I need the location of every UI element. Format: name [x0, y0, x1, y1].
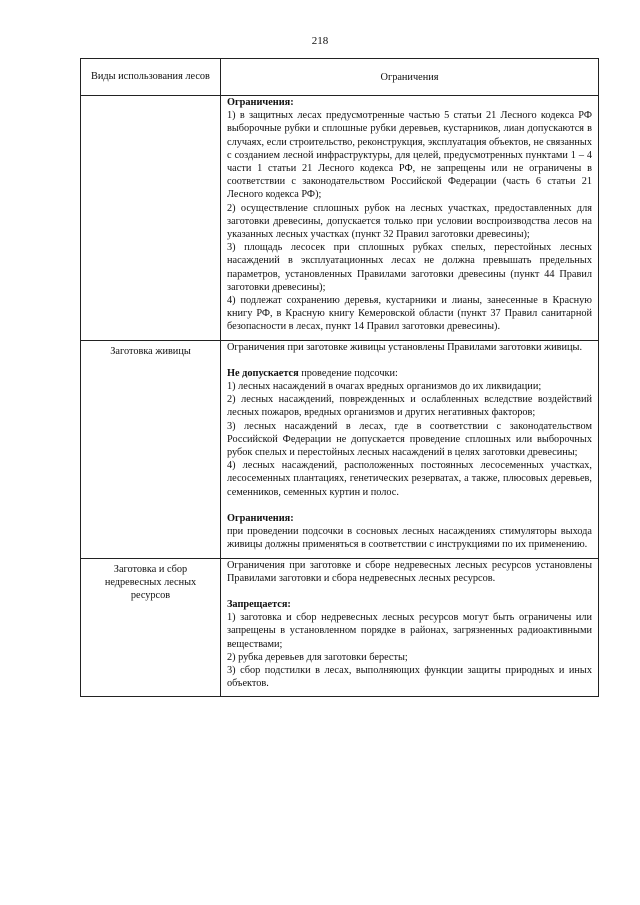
header-restrictions: Ограничения	[221, 59, 599, 96]
paragraph-text: 1) лесных насаждений в очагах вредных организмов до их ликвидации;	[227, 381, 542, 393]
paragraph-text: 1) заготовка и сбор недревесных лесных ресурсов могут быть ограничены или запрещены в установленном порядке в районах, загрязненных радиоактивными веществами;	[227, 612, 592, 650]
restriction-paragraph	[227, 459, 592, 499]
bold-heading: Запрещается:	[227, 598, 291, 610]
restriction-paragraph	[227, 294, 592, 334]
paragraph-spacer	[227, 499, 592, 512]
paragraph-text: 1) в защитных лесах предусмотренные частью 5 статьи 21 Лесного кодекса РФ выборочные рубки и сплошные рубки деревьев, кустарников, лиан допускаются в случаях, если строительство, реконструкция, эксплуатация объектов, не связанных с созданием лесной инфраструктуры, для целей, предусмотренных пунктами 1 – 4 части 1 статьи 21 Лесного кодекса РФ, не запрещены или не ограничены в соответствии с законодательством Российской Федерации (часть 6 статьи 21 Лесного кодекса РФ);	[227, 110, 592, 201]
restriction-paragraph	[227, 651, 592, 664]
paragraph-spacer	[227, 354, 592, 367]
paragraph-text: 2) осуществление сплошных рубок на лесных участках, предоставленных для заготовки древесины, допускается только при условии воспроизводства лесов на указанных лесных участках (пункт 32 Правил заготовки древесины);	[227, 202, 592, 241]
restriction-paragraph	[227, 380, 592, 393]
paragraph-text: Ограничения при заготовке живицы установлены Правилами заготовки живицы.	[227, 341, 583, 353]
restriction-paragraph	[227, 241, 592, 294]
restriction-paragraph	[227, 420, 592, 460]
bold-heading: Не допускается	[227, 367, 299, 379]
restriction-paragraph	[227, 664, 592, 690]
table-header-row	[81, 59, 599, 96]
restriction-paragraph	[227, 559, 592, 585]
header-forest-use: Виды использования лесов	[81, 59, 221, 96]
restrictions-table	[80, 58, 599, 697]
paragraph-spacer	[227, 585, 592, 598]
restriction-paragraph	[227, 611, 592, 651]
paragraph-text: 3) сбор подстилки в лесах, выполняющих функции защиты природных и иных объектов.	[227, 664, 592, 690]
page-number: 218	[311, 35, 329, 47]
forest-use-cell: Заготовка и сбор недревесных лесных ресурсов	[81, 558, 221, 697]
paragraph-text: 3) лесных насаждений в лесах, где в соответствии с законодательством Российской Федерации не допускается проведение сплошных или выборочных рубок спелых и перестойных лесных насаждений в целях заготовки древесины;	[227, 420, 592, 459]
table-row	[81, 340, 599, 558]
bold-heading: Ограничения:	[227, 512, 294, 524]
restriction-paragraph	[227, 598, 592, 611]
paragraph-text: 2) рубка деревьев для заготовки бересты;	[227, 651, 408, 663]
restriction-paragraph	[227, 109, 592, 201]
forest-use-cell: Заготовка живицы	[81, 340, 221, 558]
restriction-paragraph	[227, 341, 592, 354]
table-body	[81, 96, 599, 697]
restriction-paragraph	[227, 202, 592, 242]
restriction-paragraph	[227, 96, 592, 109]
paragraph-text: 2) лесных насаждений, поврежденных и ослабленных вследствие воздействий лесных пожаров, вредных организмов и других негативных факторов;	[227, 394, 592, 419]
restrictions-cell	[221, 340, 599, 558]
paragraph-text: при проведении подсочки в сосновых лесных насаждениях стимуляторы выхода живицы должны применяться в соответствии с инструкциями по их применению.	[227, 526, 592, 551]
table-row	[81, 96, 599, 341]
restriction-paragraph	[227, 525, 592, 551]
paragraph-text: 3) площадь лесосек при сплошных рубках спелых, перестойных лесных насаждений в эксплуатационных лесах не должна превышать предельных параметров, установленных Правилами заготовки древесины (пункт 44 Правил заготовки древесины);	[227, 242, 592, 293]
paragraph-text: 4) лесных насаждений, расположенных постоянных лесосеменных участках, лесосеменных плантациях, генетических резерватах, а также, плюсовых деревьев, семенников, семенных куртин и полос.	[227, 460, 592, 498]
forest-use-cell	[81, 96, 221, 341]
bold-heading: Ограничения:	[227, 97, 294, 108]
restrictions-cell	[221, 96, 599, 341]
paragraph-text: Ограничения при заготовке и сборе недревесных лесных ресурсов установлены Правилами заготовки и сбора недревесных лесных ресурсов.	[227, 559, 592, 584]
restriction-paragraph	[227, 512, 592, 525]
paragraph-text: 4) подлежат сохранению деревья, кустарники и лианы, занесенные в Красную книгу РФ, в Красную книгу Кемеровской области (пункт 37 Правил санитарной безопасности в лесах, пункт 14 Правил заготовки древесины).	[227, 295, 592, 333]
table-row	[81, 558, 599, 697]
restriction-paragraph	[227, 393, 592, 419]
restrictions-cell	[221, 558, 599, 697]
restriction-paragraph	[227, 367, 592, 380]
paragraph-text: проведение подсочки:	[298, 367, 398, 379]
